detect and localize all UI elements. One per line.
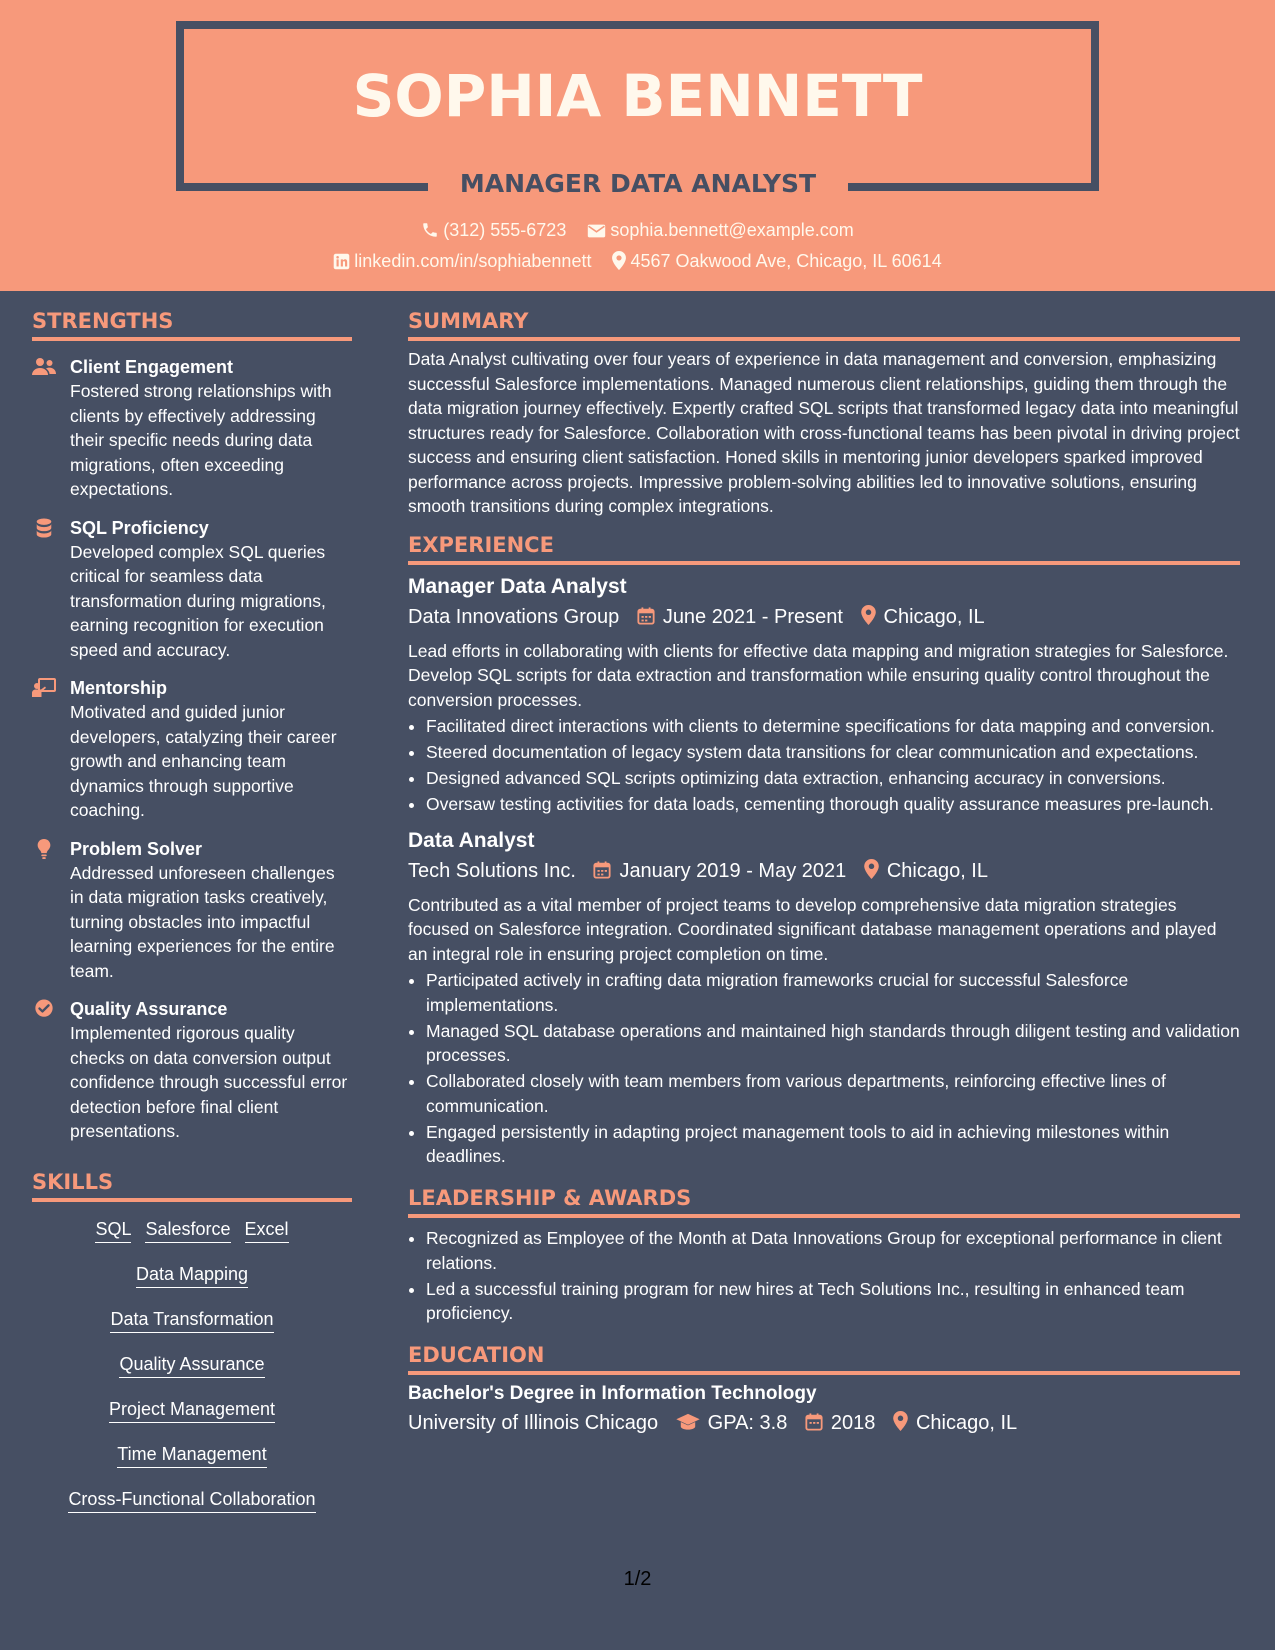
strength-item xyxy=(32,516,352,663)
leadership-heading: LEADERSHIP & AWARDS xyxy=(408,1186,1240,1218)
school-name: University of Illinois Chicago xyxy=(408,1412,659,1434)
envelope-icon xyxy=(587,223,606,239)
skills-list xyxy=(32,1216,352,1516)
strength-title: Quality Assurance xyxy=(70,999,228,1019)
strength-item xyxy=(32,837,352,984)
skill-tag: Quality Assurance xyxy=(119,1351,264,1378)
map-pin-icon xyxy=(893,1411,908,1431)
award-bullet: • Led a successful training program for new hires at Tech Solutions Inc., resulting in enhanced team proficiency. xyxy=(426,1277,1240,1326)
job-entry xyxy=(408,829,1240,1169)
company-name: Tech Solutions Inc. xyxy=(408,859,576,882)
skill-tag: Data Mapping xyxy=(136,1261,248,1288)
education-heading: EDUCATION xyxy=(408,1343,1240,1375)
summary-heading: SUMMARY xyxy=(408,309,1240,341)
job-dates: June 2021 - Present xyxy=(662,605,843,628)
candidate-name: SOPHIA BENNETT xyxy=(352,62,923,130)
job-entry xyxy=(408,575,1240,817)
strengths-heading: STRENGTHS xyxy=(32,309,352,341)
contact-line-1 xyxy=(0,220,1275,241)
job-location: Chicago, IL xyxy=(883,605,985,628)
education-meta xyxy=(408,1409,1240,1437)
job-bullet: • Managed SQL database operations and maintained high standards through diligent testing and validation processes. xyxy=(426,1019,1240,1068)
skills-heading: SKILLS xyxy=(32,1170,352,1202)
email-text: sophia.bennett@example.com xyxy=(610,220,854,240)
teacher-icon xyxy=(32,678,56,698)
map-pin-icon xyxy=(864,859,879,879)
graduation-cap-icon xyxy=(676,1413,700,1431)
strength-title: Mentorship xyxy=(70,678,167,698)
strength-desc: Addressed unforeseen challenges in data migration tasks creatively, turning obstacles into impactful learning experiences for the entire team. xyxy=(70,862,335,981)
map-pin-icon xyxy=(861,605,876,625)
job-location: Chicago, IL xyxy=(886,859,988,882)
strength-item xyxy=(32,355,352,502)
job-dates: January 2019 - May 2021 xyxy=(619,859,847,882)
job-bullet: • Oversaw testing activities for data loads, cementing thorough quality assurance measures pre-launch. xyxy=(426,792,1240,817)
calendar-icon xyxy=(637,607,655,625)
strength-title: Client Engagement xyxy=(70,357,234,377)
leadership-bullets xyxy=(408,1226,1240,1326)
address-text: 4567 Oakwood Ave, Chicago, IL 60614 xyxy=(630,251,942,271)
strength-item xyxy=(32,997,352,1144)
contact-line-2 xyxy=(0,251,1275,272)
skill-tag: Time Management xyxy=(117,1441,266,1468)
skill-tag: Data Transformation xyxy=(110,1306,273,1333)
linkedin-contact[interactable] xyxy=(333,251,591,272)
company-name: Data Innovations Group xyxy=(408,605,620,628)
linkedin-icon xyxy=(333,253,350,270)
skill-tag: Project Management xyxy=(109,1396,275,1423)
job-meta xyxy=(408,603,1240,631)
job-bullet: • Steered documentation of legacy system data transitions for clear communication and expectations. xyxy=(426,740,1240,765)
summary-text: Data Analyst cultivating over four years of experience in data management and conversion, emphasizing successful Salesforce implementations. Managed numerous client relationships, guiding them through the data migration journey effectively. Expertly crafted SQL scripts that transformed legacy data into meaningful structures ready for Salesforce. Collaboration with cross-functional teams has been pivotal in driving project success and ensuring client satisfaction. Honed skills in mentoring junior developers sparked improved performance across projects. Impressive problem-solving abilities led to innovative solutions, ensuring smooth transitions during complex integrations. xyxy=(408,349,1240,516)
gpa: GPA: 3.8 xyxy=(707,1412,788,1434)
graduation-year: 2018 xyxy=(830,1412,876,1434)
award-bullet: • Recognized as Employee of the Month at Data Innovations Group for exceptional performance in client relations. xyxy=(426,1226,1240,1275)
job-description: Contributed as a vital member of project teams to develop comprehensive data migration strategies focused on Salesforce integration. Coordinated significant database management operations and played an integral role in ensuring project completion on time. xyxy=(408,894,1217,964)
job-title: Data Analyst xyxy=(408,828,535,852)
linkedin-text: linkedin.com/in/sophiabennett xyxy=(354,251,592,271)
phone-text: (312) 555-6723 xyxy=(443,220,567,240)
degree-title: Bachelor's Degree in Information Technology xyxy=(408,1383,817,1404)
skill-tag: Cross-Functional Collaboration xyxy=(68,1486,315,1513)
strength-title: SQL Proficiency xyxy=(70,517,209,538)
page-number: 1/2 xyxy=(623,1568,652,1590)
skill-tag: Salesforce xyxy=(145,1216,230,1243)
calendar-icon xyxy=(593,861,611,879)
strength-desc: Implemented rigorous quality checks on data conversion output confidence through successful error detection before final client presentations. xyxy=(70,1023,348,1141)
job-bullet: • Facilitated direct interactions with clients to determine specifications for data mapping and conversion. xyxy=(426,714,1240,739)
skill-tag: Excel xyxy=(245,1216,289,1243)
job-title: Manager Data Analyst xyxy=(408,574,627,598)
strength-desc: Developed complex SQL queries critical for seamless data transformation during migrations, earning recognition for execution speed and accuracy. xyxy=(70,541,326,660)
database-icon xyxy=(32,518,56,538)
resume-header xyxy=(0,0,1275,291)
map-pin-icon xyxy=(612,251,626,270)
left-column xyxy=(32,291,352,1531)
job-title-banner: MANAGER DATA ANALYST xyxy=(428,160,848,208)
school-location: Chicago, IL xyxy=(915,1412,1018,1434)
check-circle-icon xyxy=(32,999,56,1019)
address-contact xyxy=(612,251,941,272)
strength-title: Problem Solver xyxy=(70,838,203,859)
job-description: Lead efforts in collaborating with clients for effective data mapping and migration strategies for Salesforce. Develop SQL scripts for data extraction and transformation while ensuring quality control throughout the conversion processes. xyxy=(408,640,1229,710)
right-column xyxy=(408,291,1240,1445)
phone-icon xyxy=(421,221,439,239)
job-bullets xyxy=(408,714,1240,817)
strength-desc: Fostered strong relationships with clients by effectively addressing their specific needs during data migrations, often exceeding expectations. xyxy=(70,381,332,499)
job-bullet: • Designed advanced SQL scripts optimizing data extraction, enhancing accuracy in conversions. xyxy=(426,766,1240,791)
job-bullets xyxy=(408,968,1240,1169)
strength-desc: Motivated and guided junior developers, catalyzing their career growth and enhancing team dynamics through supportive coaching. xyxy=(70,702,337,820)
skill-tag: SQL xyxy=(95,1216,131,1243)
job-bullet: • Participated actively in crafting data migration frameworks crucial for successful Salesforce implementations. xyxy=(426,968,1240,1017)
job-bullet: • Collaborated closely with team members from various departments, reinforcing effective lines of communication. xyxy=(426,1069,1240,1118)
users-icon xyxy=(32,357,56,377)
job-meta xyxy=(408,857,1240,885)
experience-heading: EXPERIENCE xyxy=(408,533,1240,565)
phone-contact[interactable] xyxy=(421,220,566,241)
email-contact[interactable] xyxy=(587,220,853,241)
strength-item xyxy=(32,676,352,823)
job-bullet: • Engaged persistently in adapting project management tools to aid in achieving milestones within deadlines. xyxy=(426,1120,1240,1169)
calendar-icon xyxy=(805,1413,823,1431)
lightbulb-icon xyxy=(32,839,56,859)
